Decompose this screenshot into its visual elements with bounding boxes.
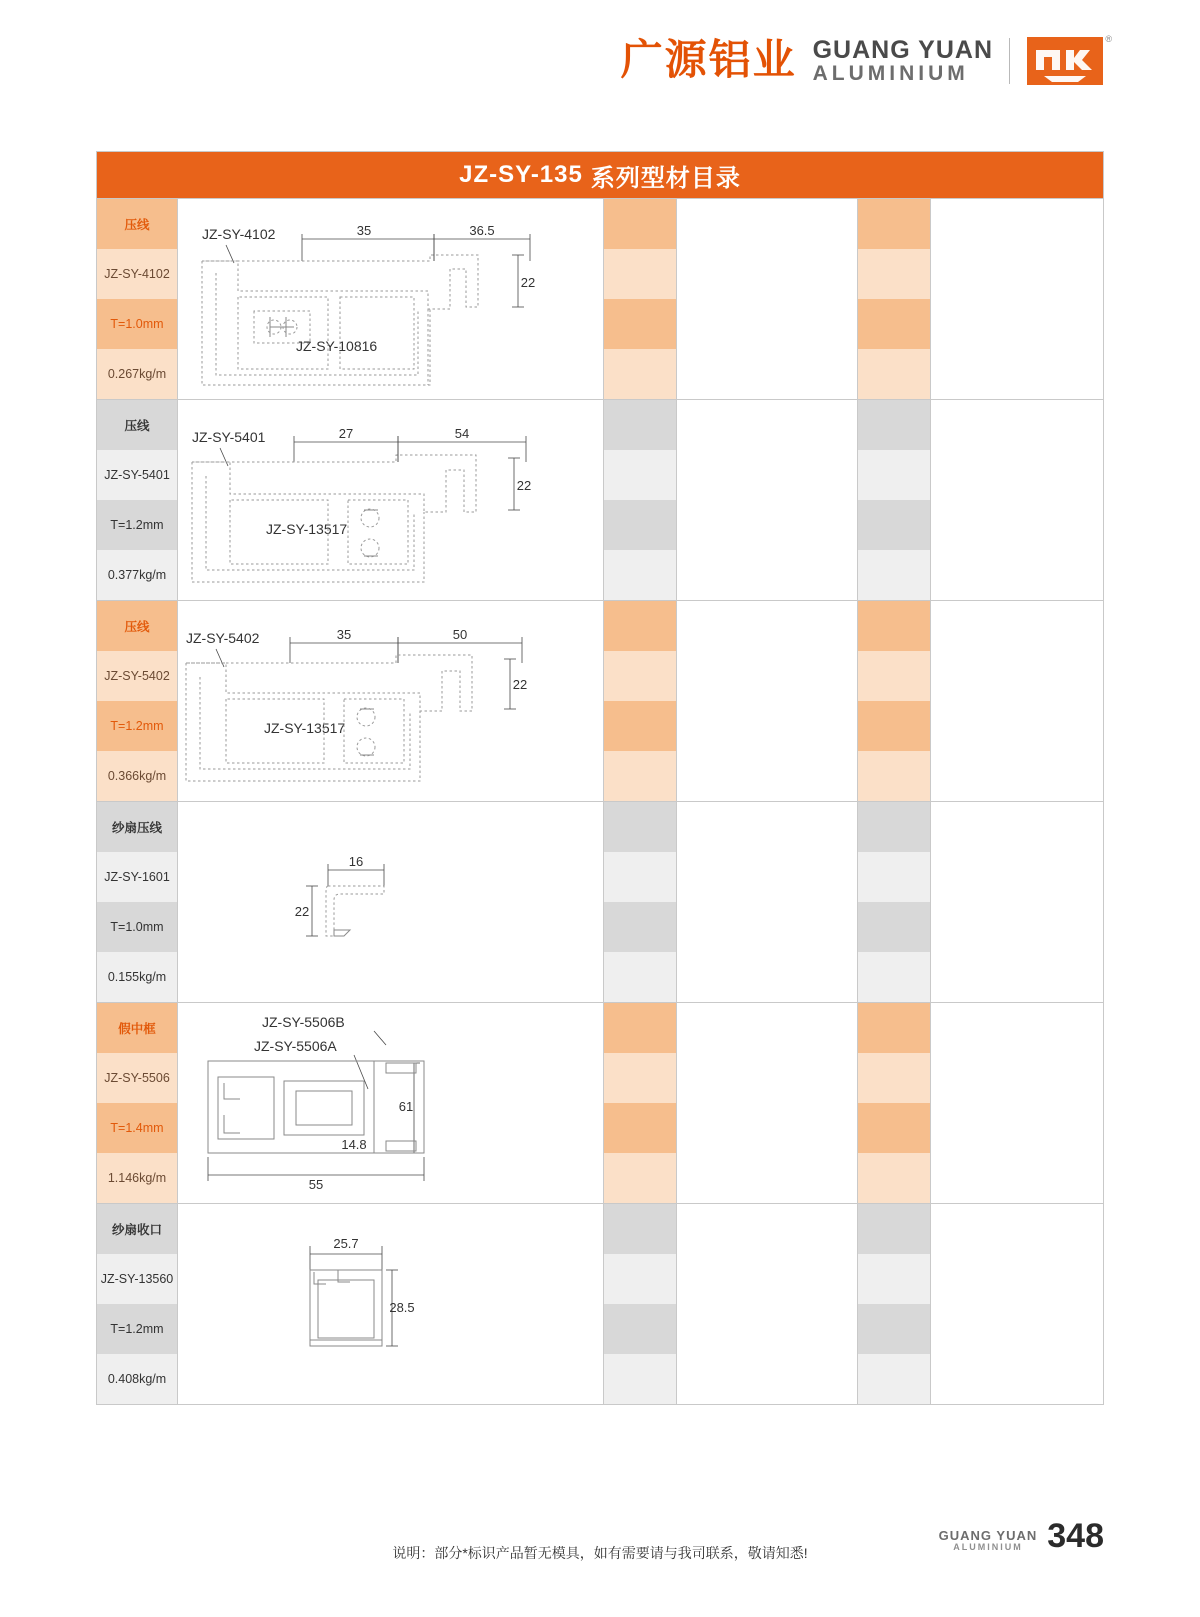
swatch-cell [677,1153,857,1203]
swatch-cell [858,952,930,1002]
swatch-cell [858,1304,930,1354]
swatch-cell [677,802,857,852]
company-logo-icon [1026,34,1112,86]
swatch-cell [604,400,676,450]
profile-drawing [178,1204,603,1404]
row-weight: 0.366kg/m [97,751,177,801]
swatch-cell [677,651,857,701]
swatch-cell [931,751,1103,801]
row-thickness: T=1.0mm [97,299,177,349]
row-code: JZ-SY-5506 [97,1053,177,1103]
swatch-cell [931,902,1103,952]
row-code: JZ-SY-4102 [97,249,177,299]
page-number: 348 [1047,1517,1104,1555]
footer-brand-line1: GUANG YUAN [938,1528,1038,1544]
row-weight: 1.146kg/m [97,1153,177,1203]
header-divider [1009,38,1010,84]
dim-label: 22 [516,478,532,493]
catalog-title-suffix: 系列型材目录 [590,164,741,192]
swatch-cell [677,902,857,952]
color-swatch-column-2 [857,199,930,399]
swatch-cell [931,450,1103,500]
dim-label: 50 [452,627,468,642]
swatch-cell [858,852,930,902]
blank-column [676,1003,857,1203]
swatch-cell [858,1153,930,1203]
profile-drawing [178,1003,603,1203]
row-category: 压线 [97,400,177,450]
swatch-cell [858,1204,930,1254]
drawing-code-label: JZ-SY-5401 [192,429,266,445]
swatch-cell [604,902,676,952]
swatch-cell [858,450,930,500]
swatch-cell [931,1003,1103,1053]
row-code: JZ-SY-5402 [97,651,177,701]
catalog-title [97,152,1103,198]
blank-column-2 [930,1204,1103,1404]
swatch-cell [677,1103,857,1153]
dim-label: 35 [356,223,372,238]
swatch-cell [858,1354,930,1404]
row-weight: 0.267kg/m [97,349,177,399]
swatch-cell [858,500,930,550]
drawing-code-label: JZ-SY-10816 [296,338,378,354]
drawing-code-label: JZ-SY-5506A [254,1038,337,1054]
swatch-cell [858,902,930,952]
profile-drawing [178,802,603,1002]
swatch-cell [931,701,1103,751]
brand-name-en [813,37,993,85]
profile-drawing [178,601,603,801]
brand-name-cn: 广源铝业 [620,38,797,84]
swatch-cell [858,1254,930,1304]
swatch-cell [931,400,1103,450]
swatch-cell [931,349,1103,399]
row-thickness: T=1.4mm [97,1103,177,1153]
swatch-cell [677,450,857,500]
swatch-cell [604,299,676,349]
footer-brand [938,1517,1104,1555]
dim-label: 25.7 [333,1236,359,1251]
row-code: JZ-SY-1601 [97,852,177,902]
table-row [97,801,1103,1002]
color-swatch-column-2 [857,601,930,801]
color-swatch-column [603,1204,676,1404]
swatch-cell [931,500,1103,550]
registered-mark: ® [1105,34,1112,44]
color-swatch-column [603,1003,676,1203]
row-category: 压线 [97,199,177,249]
swatch-cell [604,249,676,299]
swatch-cell [604,199,676,249]
swatch-cell [858,601,930,651]
brand-en-line1: GUANG YUAN [812,35,993,64]
dim-label: 22 [520,275,536,290]
swatch-cell [677,1204,857,1254]
swatch-cell [677,952,857,1002]
swatch-cell [677,701,857,751]
swatch-cell [858,550,930,600]
swatch-cell [858,1053,930,1103]
swatch-cell [677,1254,857,1304]
swatch-cell [677,400,857,450]
row-category: 纱扇收口 [97,1204,177,1254]
row-category: 压线 [97,601,177,651]
row-category: 假中框 [97,1003,177,1053]
row-code: JZ-SY-5401 [97,450,177,500]
swatch-cell [677,299,857,349]
swatch-cell [931,651,1103,701]
swatch-cell [858,751,930,801]
swatch-cell [604,701,676,751]
drawing-code-label: JZ-SY-13517 [266,521,348,537]
swatch-cell [858,249,930,299]
row-weight: 0.377kg/m [97,550,177,600]
swatch-cell [858,199,930,249]
swatch-cell [931,299,1103,349]
row-thickness: T=1.2mm [97,1304,177,1354]
dim-label: 16 [348,854,364,869]
row-labels [97,802,178,1002]
swatch-cell [677,601,857,651]
footer-brand-line2: ALUMINIUM [953,1541,1023,1552]
swatch-cell [677,249,857,299]
swatch-cell [858,299,930,349]
profile-catalog-table [96,151,1104,1405]
table-row [97,198,1103,399]
brand-en-line2: ALUMINIUM [812,62,969,86]
drawing-code-label: JZ-SY-5506B [262,1014,345,1030]
table-row [97,1002,1103,1203]
dim-label: 35 [336,627,352,642]
row-category: 纱扇压线 [97,802,177,852]
swatch-cell [677,1354,857,1404]
row-thickness: T=1.2mm [97,500,177,550]
dim-label: 22 [512,677,528,692]
blank-column-2 [930,1003,1103,1203]
row-labels [97,199,178,399]
dim-label: 61 [398,1099,414,1114]
row-labels [97,1204,178,1404]
swatch-cell [677,1003,857,1053]
color-swatch-column-2 [857,802,930,1002]
row-weight: 0.408kg/m [97,1354,177,1404]
blank-column [676,400,857,600]
row-code: JZ-SY-13560 [97,1254,177,1304]
swatch-cell [858,400,930,450]
swatch-cell [931,1103,1103,1153]
swatch-cell [931,802,1103,852]
table-row [97,600,1103,801]
swatch-cell [604,1354,676,1404]
swatch-cell [858,701,930,751]
blank-column-2 [930,802,1103,1002]
row-thickness: T=1.2mm [97,701,177,751]
dim-label: 28.5 [389,1300,415,1315]
swatch-cell [931,952,1103,1002]
table-row [97,399,1103,600]
row-labels [97,1003,178,1203]
dim-label: 54 [454,426,470,441]
profile-drawing [178,199,603,399]
swatch-cell [604,1153,676,1203]
swatch-cell [604,1254,676,1304]
swatch-cell [604,1103,676,1153]
color-swatch-column [603,199,676,399]
color-swatch-column [603,601,676,801]
drawing-code-label: JZ-SY-5402 [186,630,260,646]
color-swatch-column-2 [857,1204,930,1404]
profile-drawing [178,400,603,600]
row-labels [97,601,178,801]
blank-column-2 [930,199,1103,399]
blank-column-2 [930,601,1103,801]
swatch-cell [604,450,676,500]
swatch-cell [931,852,1103,902]
swatch-cell [931,199,1103,249]
row-labels [97,400,178,600]
swatch-cell [931,1053,1103,1103]
swatch-cell [931,1354,1103,1404]
swatch-cell [604,1304,676,1354]
dim-label: 22 [294,904,310,919]
color-swatch-column [603,802,676,1002]
swatch-cell [677,349,857,399]
blank-column-2 [930,400,1103,600]
blank-column [676,199,857,399]
swatch-cell [931,1254,1103,1304]
swatch-cell [604,500,676,550]
blank-column [676,601,857,801]
swatch-cell [604,751,676,801]
dim-label: 55 [308,1177,324,1192]
swatch-cell [677,500,857,550]
swatch-cell [858,1003,930,1053]
swatch-cell [604,601,676,651]
swatch-cell [858,651,930,701]
drawing-code-label: JZ-SY-4102 [202,226,276,242]
swatch-cell [604,1003,676,1053]
swatch-cell [931,249,1103,299]
catalog-title-series: JZ-SY-135 [459,161,583,188]
swatch-cell [931,1304,1103,1354]
page-header [620,34,1112,86]
swatch-cell [604,1053,676,1103]
swatch-cell [677,1053,857,1103]
swatch-cell [931,1204,1103,1254]
swatch-cell [604,349,676,399]
swatch-cell [677,199,857,249]
swatch-cell [604,550,676,600]
swatch-cell [604,802,676,852]
dim-label: 27 [338,426,354,441]
swatch-cell [604,952,676,1002]
row-weight: 0.155kg/m [97,952,177,1002]
blank-column [676,1204,857,1404]
color-swatch-column-2 [857,400,930,600]
color-swatch-column [603,400,676,600]
dim-label: 36.5 [469,223,495,238]
swatch-cell [858,802,930,852]
swatch-cell [677,550,857,600]
table-row [97,1203,1103,1404]
footer-note: 说明：部分*标识产品暂无模具，如有需要请与我司联系，敬请知悉! [392,1545,808,1561]
swatch-cell [931,1153,1103,1203]
drawing-code-label: JZ-SY-13517 [264,720,346,736]
swatch-cell [677,1304,857,1354]
swatch-cell [677,751,857,801]
blank-column [676,802,857,1002]
swatch-cell [604,852,676,902]
swatch-cell [604,651,676,701]
swatch-cell [858,349,930,399]
row-thickness: T=1.0mm [97,902,177,952]
swatch-cell [931,601,1103,651]
footer-brand-text [939,1529,1038,1552]
swatch-cell [931,550,1103,600]
swatch-cell [677,852,857,902]
color-swatch-column-2 [857,1003,930,1203]
swatch-cell [604,1204,676,1254]
dim-label: 14.8 [341,1137,367,1152]
swatch-cell [858,1103,930,1153]
